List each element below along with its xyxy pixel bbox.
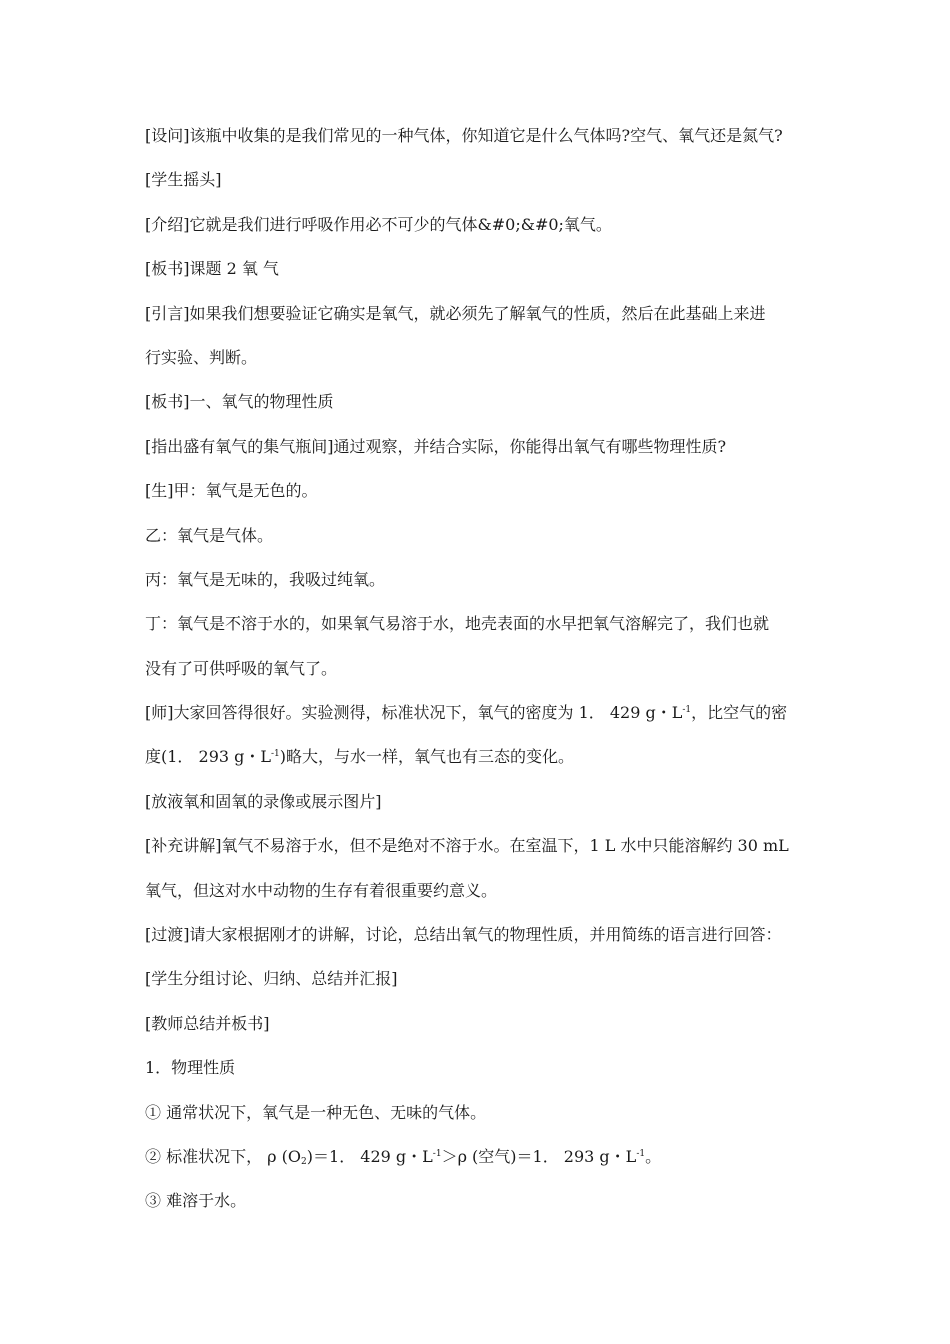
- density-summary-part: )＝1． 429 g・L: [306, 1146, 433, 1166]
- density-line-1: [145, 698, 835, 742]
- text-line: [板书]课题 2 氧 气: [145, 259, 279, 279]
- document-body: [145, 121, 835, 1231]
- unit-exponent: -1: [432, 1148, 442, 1159]
- text-line: [过渡]请大家根据刚才的讲解，讨论，总结出氧气的物理性质，并用简练的语言进行回答：: [145, 925, 782, 945]
- text-line: [学生摇头]: [145, 170, 222, 190]
- density-summary-part: ② 标准状况下， ρ (O: [145, 1146, 302, 1166]
- text-line: [放液氧和固氧的录像或展示图片]: [145, 791, 382, 811]
- section-heading: 1．物理性质: [145, 1058, 236, 1078]
- density-summary-part: ＞ρ (空气)＝1． 293 g・L: [441, 1146, 637, 1166]
- text-line: [引言]如果我们想要验证它确实是氧气，就必须先了解氧气的性质，然后在此基础上来进: [145, 303, 766, 323]
- text-line: 乙：氧气是气体。: [145, 525, 274, 545]
- text-line: 行实验、判断。: [145, 347, 258, 367]
- text-line: [教师总结并板书]: [145, 1013, 270, 1033]
- text-line: [设问]该瓶中收集的是我们常见的一种气体，你知道它是什么气体吗?空气、氧气还是氮气?: [145, 126, 783, 145]
- text-line: 丙：氧气是无味的，我吸过纯氧。: [145, 569, 386, 589]
- density-line-1-tail: ，比空气的密: [691, 703, 788, 723]
- text-line: [补充讲解]氧气不易溶于水，但不是绝对不溶于水。在室温下，1 L 水中只能溶解约 30 mL: [145, 836, 789, 856]
- text-line: [介绍]它就是我们进行呼吸作用必不可少的气体&#0;&#0;氧气。: [145, 214, 612, 234]
- text-line: [指出盛有氧气的集气瓶间]通过观察，并结合实际，你能得出氧气有哪些物理性质?: [145, 436, 727, 456]
- list-item: ③ 难溶于水。: [145, 1191, 247, 1211]
- text-line: 氧气，但这对水中动物的生存有着很重要约意义。: [145, 880, 498, 900]
- density-line-1-text: [师]大家回答得很好。实验测得，标准状况下，氧气的密度为 1． 429 g・L: [145, 703, 683, 723]
- density-line-2-text: 度(1． 293 g・L: [145, 747, 272, 767]
- chemical-subscript: 2: [301, 1156, 307, 1167]
- text-line: 丁：氧气是不溶于水的，如果氧气易溶于水，地壳表面的水早把氧气溶解完了，我们也就: [145, 614, 770, 634]
- text-line: [学生分组讨论、归纳、总结并汇报]: [145, 969, 398, 989]
- unit-exponent: -1: [636, 1148, 646, 1159]
- list-item: ① 通常状况下，氧气是一种无色、无味的气体。: [145, 1102, 487, 1122]
- density-line-2-tail: )略大，与水一样，氧气也有三态的变化。: [279, 747, 575, 767]
- text-line: 没有了可供呼吸的氧气了。: [145, 658, 338, 678]
- density-summary-part: 。: [645, 1146, 662, 1166]
- list-item-density: [145, 1142, 835, 1186]
- density-line-2: [145, 742, 835, 786]
- text-line: [板书]一、氧气的物理性质: [145, 392, 334, 412]
- text-line: [生]甲：氧气是无色的。: [145, 481, 318, 501]
- unit-exponent: -1: [271, 749, 280, 760]
- unit-exponent: -1: [682, 705, 692, 716]
